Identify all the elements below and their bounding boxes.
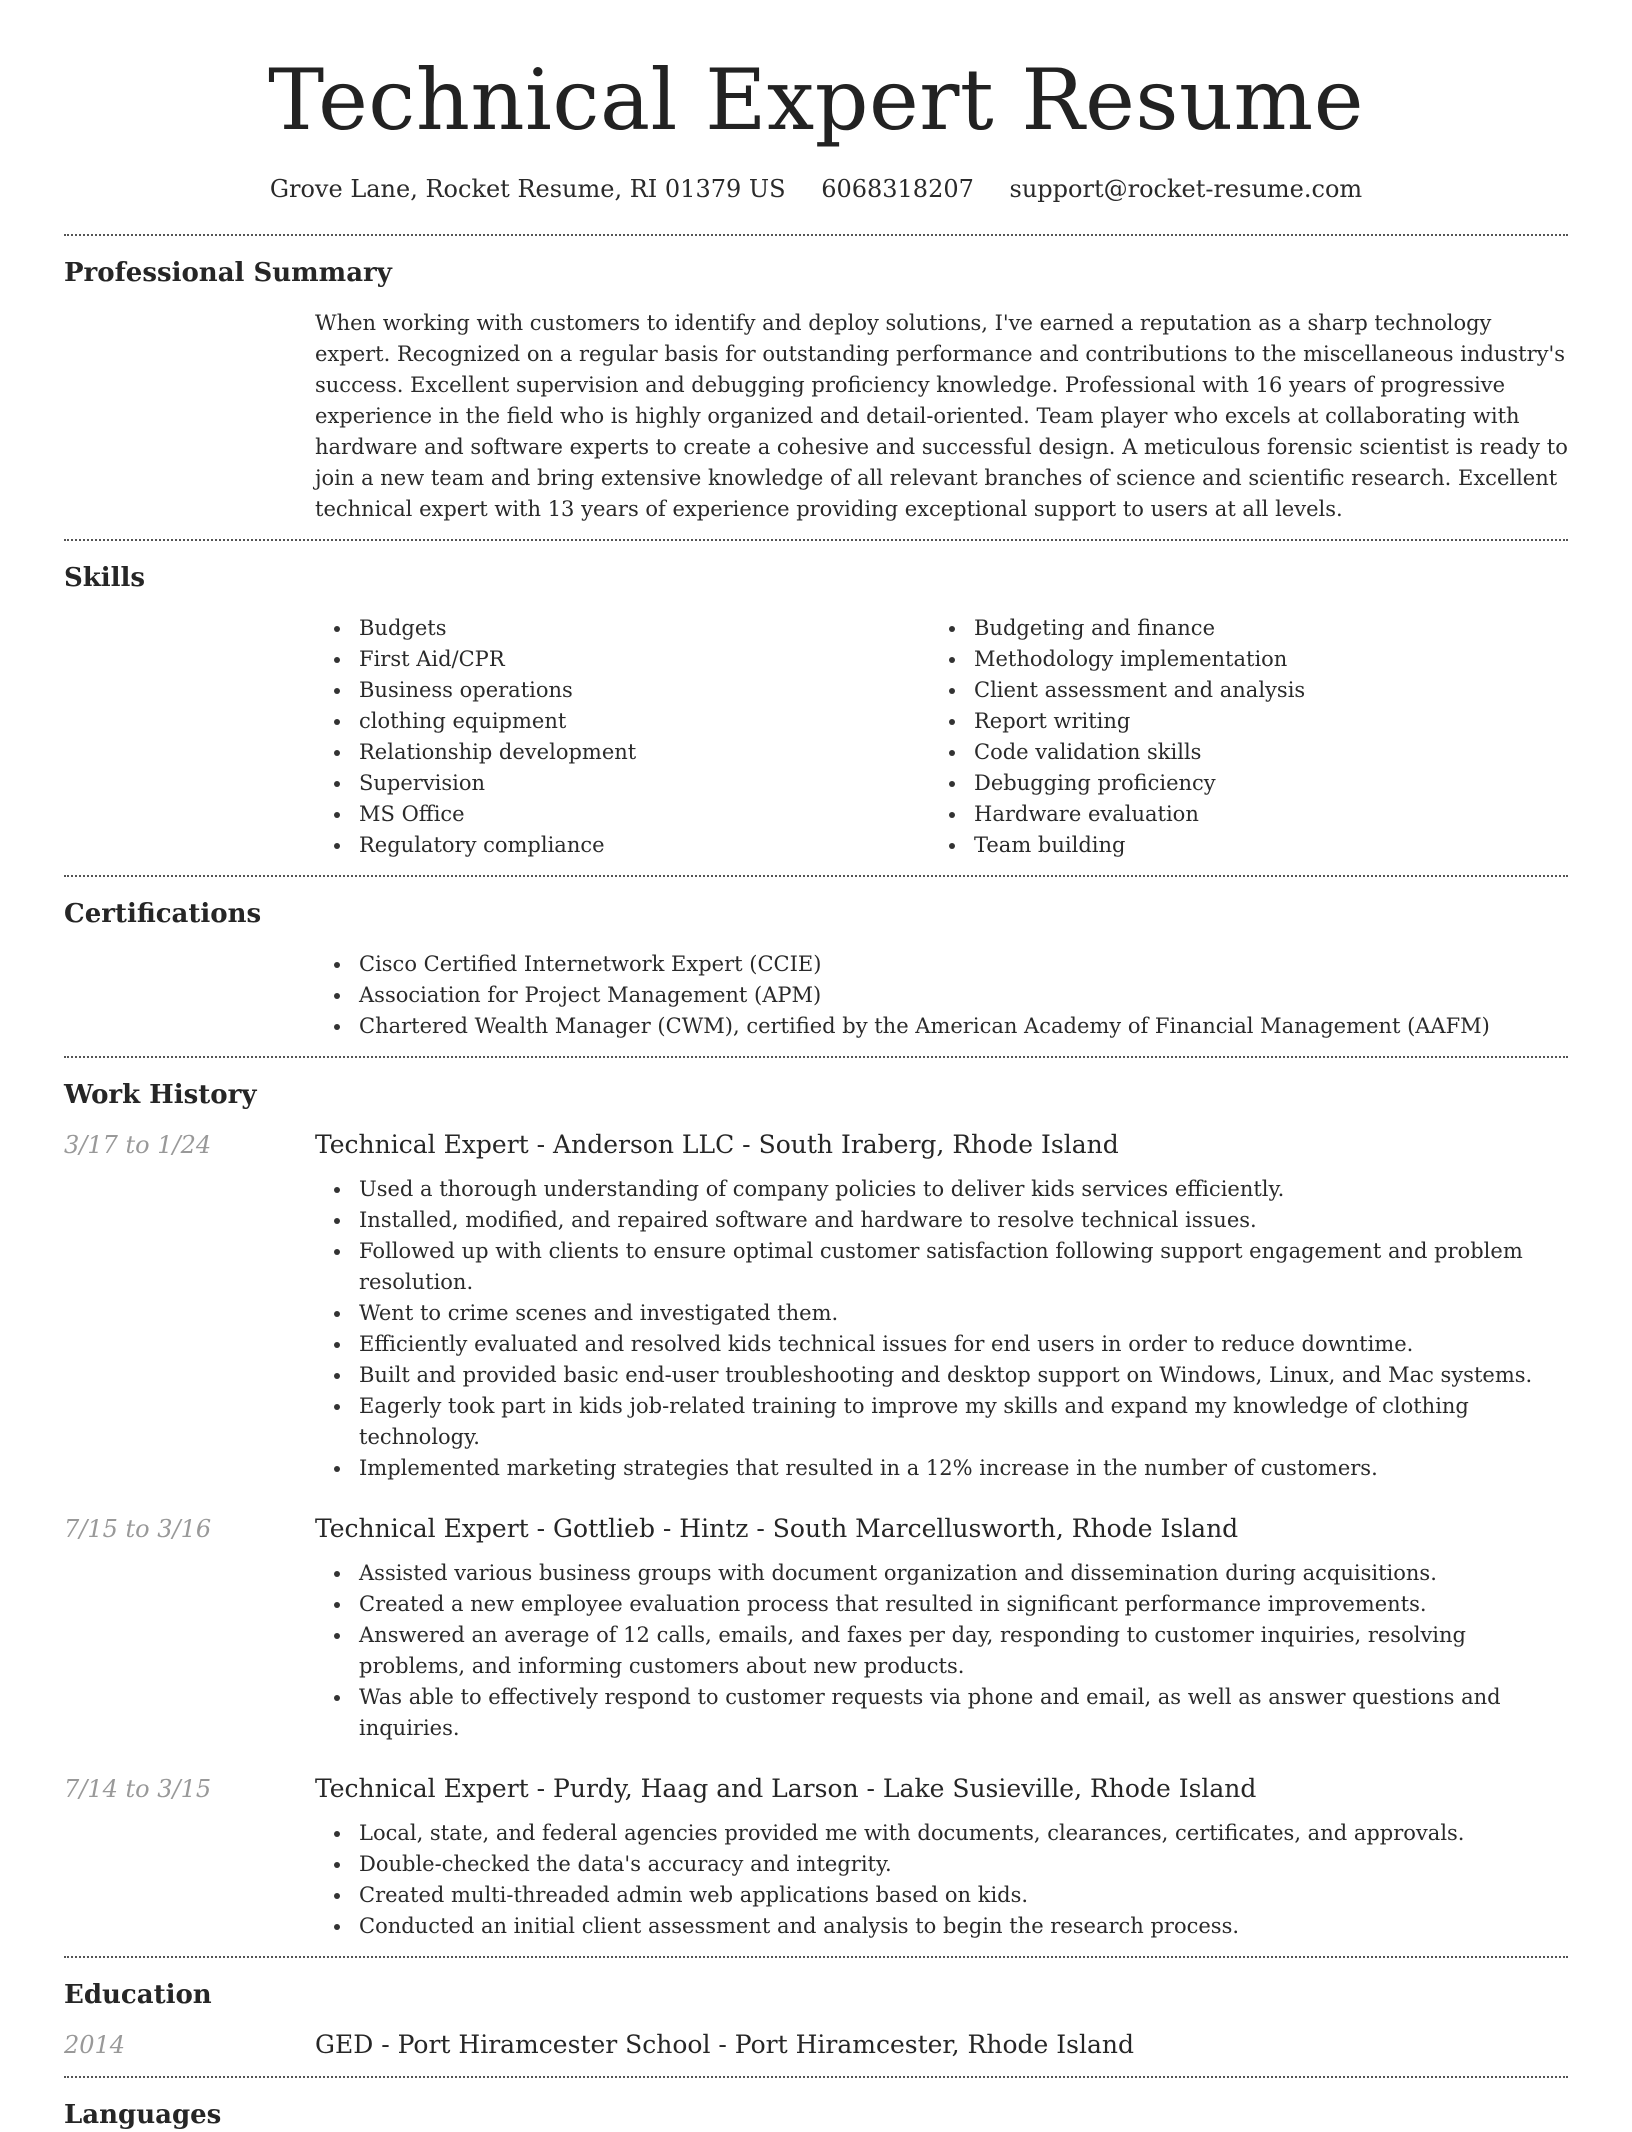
skill-item: Business operations — [315, 675, 930, 706]
page-title: Technical Expert Resume — [268, 51, 1364, 149]
job-bullet: Created a new employee evaluation process that resulted in significant performance improvements. — [315, 1589, 1568, 1620]
skill-item: Debugging proficiency — [930, 768, 1545, 799]
contact-phone: 6068318207 — [821, 175, 974, 203]
contact-email: support@rocket-resume.com — [1009, 175, 1363, 203]
education-date: 2014 — [64, 2031, 126, 2059]
certifications-list — [315, 949, 1568, 1056]
languages-section — [64, 2078, 1568, 2132]
job-date: 7/14 to 3/15 — [64, 1775, 212, 1803]
job-title: Technical Expert - Purdy, Haag and Larson - Lake Susieville, Rhode Island — [315, 1774, 1257, 1803]
skill-item: Budgets — [315, 613, 930, 644]
skill-item: Regulatory compliance — [315, 830, 930, 861]
skills-section — [64, 541, 1568, 875]
job-bullet: Conducted an initial client assessment and analysis to begin the research process. — [315, 1911, 1568, 1942]
summary-heading: Professional Summary — [64, 258, 392, 288]
skill-item: Client assessment and analysis — [930, 675, 1545, 706]
contact-address: Grove Lane, Rocket Resume, RI 01379 US — [269, 175, 786, 203]
job-bullet: Assisted various business groups with document organization and dissemination during acquisitions. — [315, 1558, 1568, 1589]
skill-item: MS Office — [315, 799, 930, 830]
skill-item: Relationship development — [315, 737, 930, 768]
job-bullet: Installed, modified, and repaired software and hardware to resolve technical issues. — [315, 1205, 1568, 1236]
resume-page — [64, 0, 1568, 2130]
job-title: Technical Expert - Gottlieb - Hintz - South Marcellusworth, Rhode Island — [315, 1514, 1239, 1543]
certification-item: Cisco Certified Internetwork Expert (CCIE) — [315, 949, 1568, 980]
job-entry — [64, 1772, 1568, 1942]
job-bullets — [315, 1558, 1568, 1744]
job-bullets — [315, 1174, 1568, 1484]
job-entry — [64, 1128, 1568, 1484]
work-heading: Work History — [64, 1080, 257, 1110]
languages-heading: Languages — [64, 2100, 222, 2130]
summary-text: When working with customers to identify and deploy solutions, I've earned a reputation as a sharp technology expert. Recognized on a regular basis for outstanding performance and contributions to the miscellaneous industry's success. Excellent supervision and debugging proficiency knowledge. Professional with 16 years of progressive experience in the field who is highly organized and detail-oriented. Team player who excels at collaborating with hardware and software experts to create a cohesive and successful design. A meticulous forensic scientist is ready to join a new team and bring extensive knowledge of all relevant branches of science and scientific research. Excellent technical expert with 13 years of experience providing exceptional support to users at all levels. — [315, 311, 1568, 521]
skill-item: clothing equipment — [315, 706, 930, 737]
job-bullet: Used a thorough understanding of company policies to deliver kids services efficiently. — [315, 1174, 1568, 1205]
job-bullet: Went to crime scenes and investigated them. — [315, 1298, 1568, 1329]
job-bullet: Created multi-threaded admin web applications based on kids. — [315, 1880, 1568, 1911]
skills-heading: Skills — [64, 563, 146, 593]
certification-item: Chartered Wealth Manager (CWM), certified by the American Academy of Financial Management (AAFM) — [315, 1011, 1568, 1042]
skill-item: First Aid/CPR — [315, 644, 930, 675]
skill-item: Code validation skills — [930, 737, 1545, 768]
skills-right-list — [930, 613, 1545, 861]
job-bullet: Efficiently evaluated and resolved kids technical issues for end users in order to reduce downtime. — [315, 1329, 1568, 1360]
job-entry — [64, 1512, 1568, 1744]
skill-item: Budgeting and finance — [930, 613, 1545, 644]
job-title: Technical Expert - Anderson LLC - South Iraberg, Rhode Island — [315, 1130, 1119, 1159]
education-heading: Education — [64, 1980, 212, 2010]
education-section — [64, 1958, 1568, 2076]
job-bullet: Eagerly took part in kids job-related training to improve my skills and expand my knowledge of clothing technology. — [315, 1391, 1568, 1453]
summary-section — [64, 236, 1568, 539]
education-title: GED - Port Hiramcester School - Port Hiramcester, Rhode Island — [315, 2030, 1134, 2059]
job-date: 7/15 to 3/16 — [64, 1515, 212, 1543]
skills-left-list — [315, 613, 930, 861]
education-entry — [64, 2028, 1568, 2076]
job-date: 3/17 to 1/24 — [64, 1131, 212, 1159]
job-bullet: Followed up with clients to ensure optimal customer satisfaction following support engagement and problem resolution. — [315, 1236, 1568, 1298]
certification-item: Association for Project Management (APM) — [315, 980, 1568, 1011]
job-bullet: Built and provided basic end-user troubleshooting and desktop support on Windows, Linux, and Mac systems. — [315, 1360, 1568, 1391]
skill-item: Hardware evaluation — [930, 799, 1545, 830]
contact-line — [64, 172, 1568, 206]
skill-item: Team building — [930, 830, 1545, 861]
job-bullet: Was able to effectively respond to customer requests via phone and email, as well as answer questions and inquiries. — [315, 1682, 1568, 1744]
job-bullet: Local, state, and federal agencies provided me with documents, clearances, certificates, and approvals. — [315, 1818, 1568, 1849]
skills-grid — [315, 613, 1568, 875]
skill-item: Report writing — [930, 706, 1545, 737]
work-section — [64, 1058, 1568, 1956]
skill-item: Supervision — [315, 768, 930, 799]
skill-item: Methodology implementation — [930, 644, 1545, 675]
job-bullets — [315, 1818, 1568, 1942]
job-bullet: Implemented marketing strategies that resulted in a 12% increase in the number of customers. — [315, 1453, 1568, 1484]
certifications-section — [64, 877, 1568, 1056]
job-bullet: Answered an average of 12 calls, emails, and faxes per day, responding to customer inquiries, resolving problems, and informing customers about new products. — [315, 1620, 1568, 1682]
job-bullet: Double-checked the data's accuracy and integrity. — [315, 1849, 1568, 1880]
certifications-heading: Certifications — [64, 899, 262, 929]
